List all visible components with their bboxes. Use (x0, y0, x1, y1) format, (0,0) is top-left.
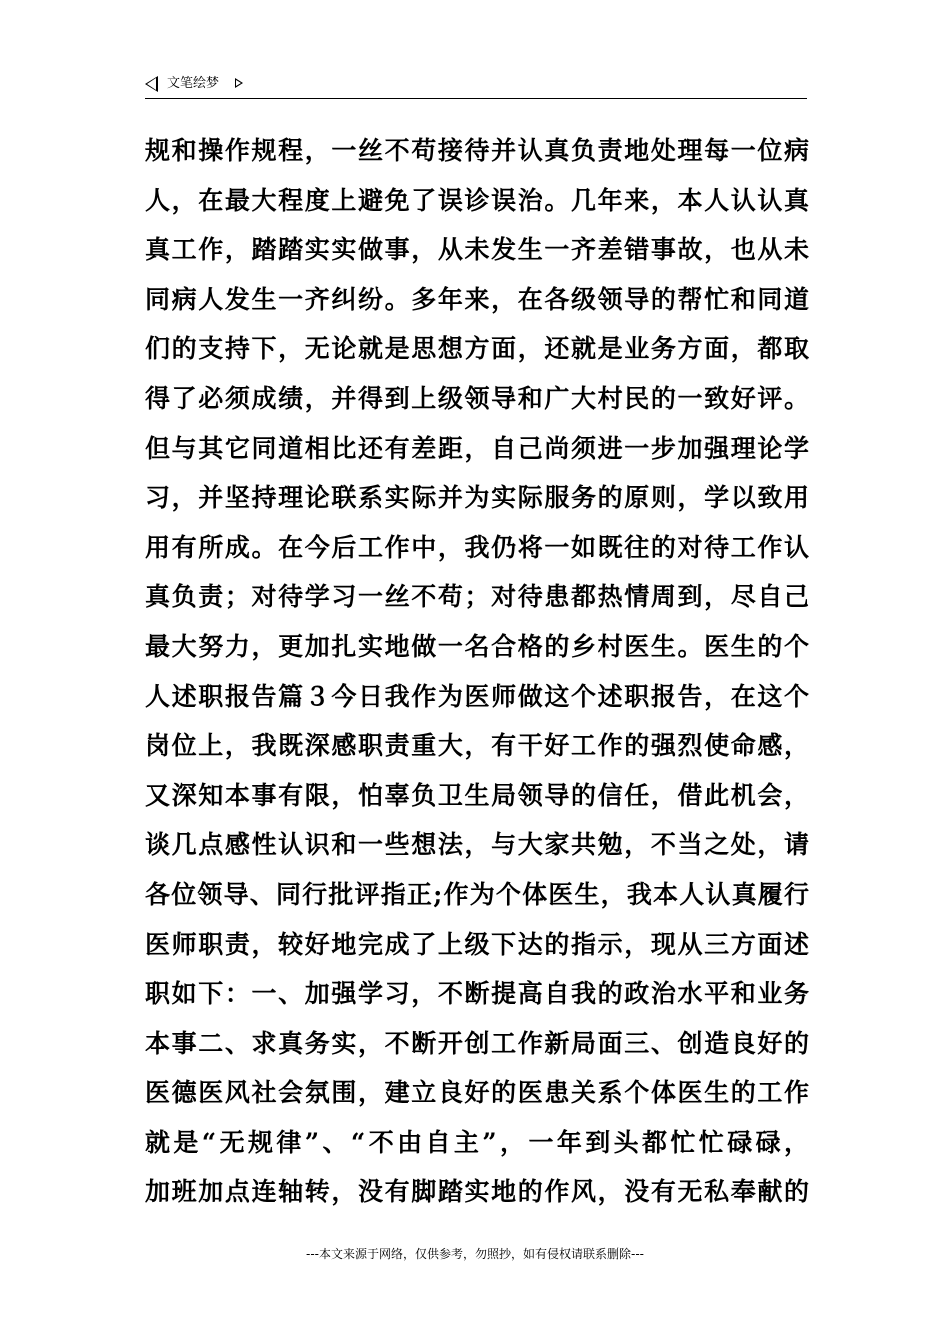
header-title: 文笔绘梦 (167, 76, 220, 91)
page-footer-disclaimer: ---本文来源于网络，仅供参考，勿照抄，如有侵权请联系删除--- (306, 1247, 644, 1261)
body-line: 职如下：一、加强学习，不断提高自我的政治水平和业务 (145, 979, 809, 1009)
body-line: 用有所成。在今后工作中，我仍将一如既往的对待工作认 (145, 532, 809, 562)
document-body (145, 126, 809, 1217)
body-line: 规和操作规程，一丝不苟接待并认真负责地处理每一位病 (145, 136, 809, 165)
body-line: 最大努力，更加扎实地做一名合格的乡村医生。医生的个 (145, 631, 809, 661)
body-line: 谈几点感性认识和一些想法，与大家共勉，不当之处，请 (145, 830, 809, 860)
body-line: 们的支持下，无论就是思想方面，还就是业务方面，都取 (145, 334, 809, 364)
body-line: 医师职责，较好地完成了上级下达的指示，现从三方面述 (145, 929, 809, 959)
body-line: 真负责；对待学习一丝不苟；对待患都热情周到，尽自己 (145, 582, 809, 612)
body-line: 真工作，踏踏实实做事，从未发生一齐差错事故，也从未 (145, 235, 809, 265)
body-line: 但与其它同道相比还有差距，自己尚须进一步加强理论学 (145, 433, 809, 463)
body-line: 岗位上，我既深感职责重大，有干好工作的强烈使命感， (145, 731, 809, 761)
body-line: 本事二、求真务实，不断开创工作新局面三、创造良好的 (145, 1028, 809, 1058)
page-header (145, 72, 807, 99)
body-line: 得了必须成绩，并得到上级领导和广大村民的一致好评。 (145, 383, 809, 413)
body-line: 医德医风社会氛围，建立良好的医患关系个体医生的工作 (145, 1078, 809, 1108)
body-line: 习，并坚持理论联系实际并为实际服务的原则，学以致用 (145, 483, 809, 513)
body-line: 人述职报告篇３今日我作为医师做这个述职报告，在这个 (145, 681, 809, 711)
body-line: 又深知本事有限，怕辜负卫生局领导的信任，借此机会， (145, 780, 809, 810)
body-line: 同病人发生一齐纠纷。多年来，在各级领导的帮忙和同道 (145, 284, 809, 314)
triangle-left-icon (145, 76, 158, 92)
triangle-right-icon (235, 78, 243, 88)
body-line: 人，在最大程度上避免了误诊误治。几年来，本人认认真 (145, 185, 809, 215)
body-line: 就是“无规律”、“不由自主”，一年到头都忙忙碌碌， (145, 1127, 809, 1157)
body-line: 各位领导、同行批评指正;作为个体医生，我本人认真履行 (145, 879, 809, 909)
body-line: 加班加点连轴转，没有脚踏实地的作风，没有无私奉献的 (145, 1177, 809, 1207)
